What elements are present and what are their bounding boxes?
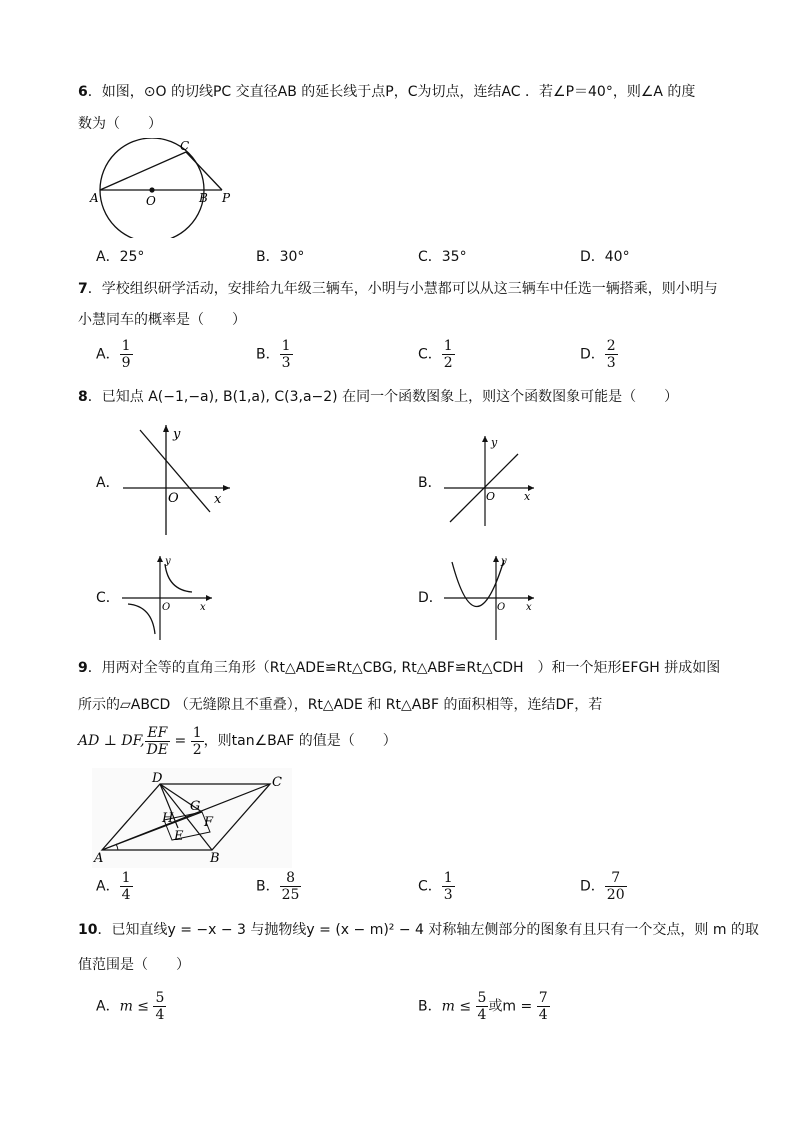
q7-a-frac: $\frac{1}{9}$ xyxy=(121,338,131,371)
q8-graph-a[interactable] xyxy=(118,420,238,540)
q6-stem-line1 xyxy=(78,82,695,102)
svg-text:x: x xyxy=(526,602,532,613)
label-b: B xyxy=(199,191,208,205)
q8-number: 8 xyxy=(78,389,88,405)
svg-text:x: x xyxy=(214,492,222,507)
q9-number: 9 xyxy=(78,660,88,676)
q10-b-frac1: $\frac{5}{4}$ xyxy=(477,990,487,1023)
q7-option-c[interactable] xyxy=(418,338,455,371)
svg-text:O: O xyxy=(497,602,506,613)
q7-stem-line2: 小慧同车的概率是（ ） xyxy=(78,312,246,328)
svg-text:y: y xyxy=(173,427,181,442)
svg-text:O: O xyxy=(168,491,179,506)
q9-stem-line1 xyxy=(78,658,720,678)
svg-text:D: D xyxy=(152,771,163,786)
q8-option-b-label[interactable]: B． xyxy=(418,475,442,491)
q10-stem-line1 xyxy=(78,920,759,940)
q9-a-frac: $\frac{1}{4}$ xyxy=(121,870,131,903)
q9-parallelogram-figure xyxy=(92,768,292,868)
q7-c-label: C． xyxy=(418,346,442,363)
q10-option-a[interactable]: A．m ≤ $\frac{5}{4}$ xyxy=(96,990,165,1023)
q6-option-a[interactable]: A．25° xyxy=(96,249,145,265)
q9-stem-line2: 所示的▱ABCD （无缝隙且不重叠），Rt△ADE 和 Rt△ABF 的面积相等，连结DF，若 xyxy=(78,697,603,713)
svg-text:x: x xyxy=(200,602,206,613)
q9-d-frac: $\frac{7}{20}$ xyxy=(606,870,625,903)
label-a: A xyxy=(90,191,99,205)
q7-b-frac: $\frac{1}{3}$ xyxy=(281,338,291,371)
q7-d-frac: $\frac{2}{3}$ xyxy=(606,338,616,371)
q9-condition-perp: AD ⊥ DF, xyxy=(78,733,145,749)
q8-stem-line1 xyxy=(78,387,678,407)
svg-text:y: y xyxy=(165,556,171,567)
q9-option-d[interactable]: D． $\frac{7}{20}$ xyxy=(580,870,625,903)
q9-option-b[interactable]: B． $\frac{8}{25}$ xyxy=(256,870,300,903)
q10-stem-line2: 值范围是（ ） xyxy=(78,957,190,973)
q6-option-d[interactable]: D．40° xyxy=(580,249,630,265)
q10-number: 10 xyxy=(78,922,98,938)
q9-option-c[interactable]: C． $\frac{1}{3}$ xyxy=(418,870,453,903)
q7-a-label: A． xyxy=(96,346,120,363)
q7-stem-line1 xyxy=(78,279,718,299)
line-ac xyxy=(100,152,186,190)
q10-a-frac: $\frac{5}{4}$ xyxy=(155,990,165,1023)
q7-number: 7 xyxy=(78,281,88,297)
svg-text:x: x xyxy=(524,490,531,503)
q8-option-c-label[interactable]: C． xyxy=(96,590,120,606)
q7-option-b[interactable] xyxy=(256,338,293,371)
q8-graph-d[interactable] xyxy=(440,552,540,642)
svg-text:O: O xyxy=(486,490,496,503)
center-dot xyxy=(149,187,154,192)
q7-option-a[interactable] xyxy=(96,338,133,371)
svg-text:E: E xyxy=(174,829,184,844)
q9-text-1: ．用两对全等的直角三角形（Rt△ADE≌Rt△CBG, Rt△ABF≌Rt△CDH ）和一个矩形EFGH 拼成如图 xyxy=(87,660,721,676)
q7-c-frac: $\frac{1}{2}$ xyxy=(443,338,453,371)
svg-text:A: A xyxy=(94,851,104,866)
label-p: P xyxy=(222,191,231,205)
svg-text:F: F xyxy=(204,815,214,830)
q9-text-3: ，则tan∠BAF 的值是（ ） xyxy=(203,733,397,749)
q9-b-frac: $\frac{8}{25}$ xyxy=(281,870,300,903)
svg-text:G: G xyxy=(190,799,201,814)
q10-b-frac2: $\frac{7}{4}$ xyxy=(538,990,548,1023)
q9-option-a[interactable]: A． $\frac{1}{4}$ xyxy=(96,870,131,903)
svg-text:O: O xyxy=(162,602,171,613)
q7-b-label: B． xyxy=(256,346,280,363)
svg-text:H: H xyxy=(162,811,174,826)
svg-text:y: y xyxy=(501,556,507,567)
svg-text:y: y xyxy=(491,436,498,449)
q9-stem-line3: AD ⊥ DF, $\frac{EF}{DE}$ = $\frac{1}{2}$ ，则tan∠BAF 的值是（ ） xyxy=(78,724,397,758)
q6-stem-line2: 数为（ ） xyxy=(78,116,162,132)
q8-option-a-label[interactable]: A． xyxy=(96,475,120,491)
q8-graph-b[interactable] xyxy=(440,432,540,532)
q8-text-1: ．已知点 A(−1,−a), B(1,a), C(3,a−2) 在同一个函数图象上，则这个函数图象可能是（ ） xyxy=(87,389,679,405)
q8-option-d-label[interactable]: D． xyxy=(418,590,443,606)
q6-circle-figure xyxy=(88,138,238,238)
q6-text-1: ．如图，⊙O 的切线PC 交直径AB 的延长线于点P，C为切点，连结AC ．若∠P＝40°，则∠A 的度 xyxy=(87,84,696,100)
label-o: O xyxy=(146,194,156,208)
q6-number: 6 xyxy=(78,84,88,100)
q7-option-d[interactable] xyxy=(580,338,618,371)
q9-c-frac: $\frac{1}{3}$ xyxy=(443,870,453,903)
q9-half-frac: $\frac{1}{2}$ xyxy=(192,724,202,758)
q7-d-label: D． xyxy=(580,346,605,363)
q10-text-1: ．已知直线y = −x − 3 与抛物线y = (x − m)² − 4 对称轴左侧部分的图象有且只有一个交点，则 m 的取 xyxy=(97,922,759,938)
q6-option-b[interactable]: B．30° xyxy=(256,249,305,265)
q7-text-1: ．学校组织研学活动，安排给九年级三辆车，小明与小慧都可以从这三辆车中任选一辆搭乘，则小明与 xyxy=(87,281,718,297)
q10-option-b[interactable]: B．m ≤ $\frac{5}{4}$ 或m = $\frac{7}{4}$ xyxy=(418,990,548,1023)
svg-text:C: C xyxy=(272,775,282,790)
q8-graph-c[interactable] xyxy=(118,552,218,642)
label-c: C xyxy=(180,139,190,153)
q6-option-c[interactable]: C．35° xyxy=(418,249,467,265)
svg-text:B: B xyxy=(210,851,220,866)
q9-ratio-frac: $\frac{EF}{DE}$ xyxy=(146,724,169,758)
